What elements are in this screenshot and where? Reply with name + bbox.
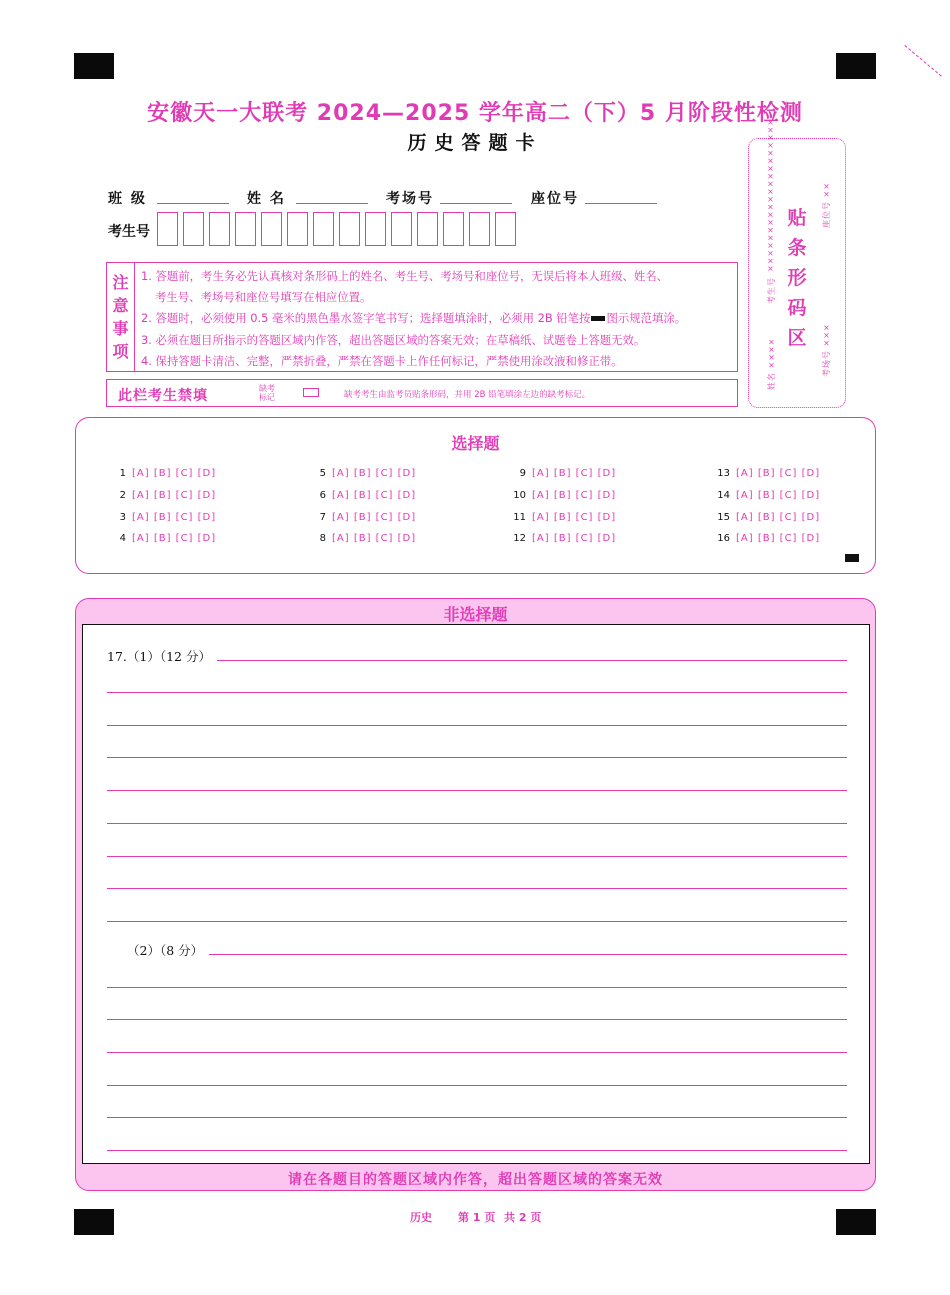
exam-number-digit[interactable] xyxy=(209,212,230,246)
mc-question[interactable]: 4 [A] [B] [C] [D] xyxy=(119,533,217,544)
field-label-name: 姓 名 xyxy=(247,191,286,207)
notice-line-1b: 考生号、考场号和座位号填写在相应位置。 xyxy=(155,290,372,305)
notice-text xyxy=(141,266,735,372)
page-title: 安徽天一大联考 2024—2025 学年高二（下）5 月阶段性检测 xyxy=(147,101,803,126)
answer-line[interactable] xyxy=(107,856,847,857)
field-input-class[interactable] xyxy=(157,203,229,204)
exam-number-digit[interactable] xyxy=(443,212,464,246)
notice-line-3: 3. 必须在题目所指示的答题区域内作答，超出答题区域的答案无效；在草稿纸、试题卷上答题无效。 xyxy=(141,332,646,347)
notice-heading: 注 意 事 项 xyxy=(107,263,135,371)
mc-question[interactable]: 3 [A] [B] [C] [D] xyxy=(119,512,217,523)
answer-line[interactable] xyxy=(107,1150,847,1151)
answer-area[interactable] xyxy=(82,624,870,1164)
exam-number-digit[interactable] xyxy=(495,212,516,246)
barcode-sample-left-mid: 考生号 xyxy=(767,277,776,304)
exam-number-digit[interactable] xyxy=(391,212,412,246)
exam-number-digit[interactable] xyxy=(469,212,490,246)
examiner-only-label: 此栏考生禁填 xyxy=(118,388,208,404)
barcode-sample-left-bottom: 姓名 ×××× xyxy=(767,337,776,390)
mc-question[interactable]: 13 [A] [B] [C] [D] xyxy=(717,468,821,479)
exam-number-digit[interactable] xyxy=(235,212,256,246)
mc-question[interactable]: 10 [A] [B] [C] [D] xyxy=(513,490,617,501)
mc-question[interactable]: 9 [A] [B] [C] [D] xyxy=(519,468,617,479)
non-multiple-choice-title: 非选择题 xyxy=(443,605,508,624)
answer-line[interactable] xyxy=(107,823,847,824)
answer-line[interactable] xyxy=(209,954,847,955)
exam-number-digit[interactable] xyxy=(365,212,386,246)
field-input-name[interactable] xyxy=(296,203,368,204)
answer-line[interactable] xyxy=(107,725,847,726)
alignment-mark-top-right xyxy=(836,53,876,79)
field-label-seat: 座位号 xyxy=(531,191,579,207)
alignment-mark-top-left xyxy=(74,53,114,79)
exam-number-digit[interactable] xyxy=(417,212,438,246)
notice-line-4: 4. 保持答题卡清洁、完整，严禁折叠，严禁在答题卡上作任何标记，严禁使用涂改液和修正带。 xyxy=(141,353,623,368)
mc-question[interactable]: 1 [A] [B] [C] [D] xyxy=(119,468,217,479)
answer-line[interactable] xyxy=(107,1019,847,1020)
mc-question[interactable]: 8 [A] [B] [C] [D] xyxy=(319,533,417,544)
absent-mark-note: 缺考考生由监考员贴条形码，并用 2B 铅笔填涂左边的缺考标记。 xyxy=(344,390,591,400)
exam-number-digit[interactable] xyxy=(313,212,334,246)
mc-question[interactable]: 6 [A] [B] [C] [D] xyxy=(319,490,417,501)
corner-cut-guide xyxy=(904,45,941,77)
exam-number-digit[interactable] xyxy=(183,212,204,246)
examiner-only-row xyxy=(106,379,738,407)
notice-line-1: 1. 答题前，考生务必先认真核对条形码上的姓名、考生号、考场号和座位号，无误后将本人班级、姓名、 xyxy=(141,269,669,283)
page-subtitle: 历史答题卡 xyxy=(407,132,543,154)
answer-line[interactable] xyxy=(107,757,847,758)
question-17-part-2-label: （2）（8 分） xyxy=(127,943,204,958)
non-multiple-choice-section xyxy=(75,598,876,1191)
multiple-choice-section xyxy=(75,417,876,574)
answer-line[interactable] xyxy=(107,1052,847,1053)
answer-line[interactable] xyxy=(217,660,847,661)
exam-number-digit[interactable] xyxy=(157,212,178,246)
notice-line-2: 2. 答题时，必须使用 0.5 毫米的黑色墨水签字笔书写；选择题填涂时，必须用 2B 铅笔按 图示规范填涂。 xyxy=(141,311,687,326)
mc-question[interactable]: 12 [A] [B] [C] [D] xyxy=(513,533,617,544)
answer-line[interactable] xyxy=(107,921,847,922)
absent-mark-checkbox[interactable] xyxy=(303,388,319,397)
multiple-choice-title: 选择题 xyxy=(451,434,500,453)
mc-question[interactable]: 16 [A] [B] [C] [D] xyxy=(717,533,821,544)
absent-mark-label: 缺考标记 xyxy=(259,384,275,402)
answer-line[interactable] xyxy=(107,987,847,988)
exam-number-boxes xyxy=(157,212,521,246)
footer-page: 第 1 页 xyxy=(458,1211,496,1224)
answer-area-warning: 请在各题目的答题区域内作答，超出答题区域的答案无效 xyxy=(288,1172,663,1188)
footer-total-pages: 共 2 页 xyxy=(504,1211,542,1224)
exam-number-label: 考生号 xyxy=(108,224,150,240)
barcode-sample-right-bottom: 考场号 ××× xyxy=(822,323,831,377)
answer-line[interactable] xyxy=(107,790,847,791)
field-input-seat[interactable] xyxy=(585,203,657,204)
answer-line[interactable] xyxy=(107,1085,847,1086)
exam-number-digit[interactable] xyxy=(261,212,282,246)
timing-mark xyxy=(845,554,859,562)
mc-question[interactable]: 7 [A] [B] [C] [D] xyxy=(319,512,417,523)
footer-subject: 历史 xyxy=(410,1211,432,1224)
barcode-sample-right-top: 座位号 ×× xyxy=(822,182,831,228)
notice-box xyxy=(106,262,738,372)
exam-number-digit[interactable] xyxy=(339,212,360,246)
alignment-mark-bottom-left xyxy=(74,1209,114,1235)
mc-question[interactable]: 5 [A] [B] [C] [D] xyxy=(319,468,417,479)
alignment-mark-bottom-right xyxy=(836,1209,876,1235)
fill-sample-icon xyxy=(591,316,605,321)
exam-number-digit[interactable] xyxy=(287,212,308,246)
mc-question[interactable]: 14 [A] [B] [C] [D] xyxy=(717,490,821,501)
mc-question[interactable]: 15 [A] [B] [C] [D] xyxy=(717,512,821,523)
answer-line[interactable] xyxy=(107,1117,847,1118)
question-17-part-1-label: 17.（1）（12 分） xyxy=(107,649,211,664)
field-label-room: 考场号 xyxy=(386,191,434,207)
barcode-sample-left-top: ×××××××××××××××××××× xyxy=(766,117,775,272)
barcode-label: 贴 条 形 码 区 xyxy=(787,207,807,349)
answer-line[interactable] xyxy=(107,692,847,693)
field-input-room[interactable] xyxy=(440,203,512,204)
mc-question[interactable]: 2 [A] [B] [C] [D] xyxy=(119,490,217,501)
mc-question[interactable]: 11 [A] [B] [C] [D] xyxy=(513,512,617,523)
field-label-class: 班 级 xyxy=(108,191,147,207)
answer-line[interactable] xyxy=(107,888,847,889)
